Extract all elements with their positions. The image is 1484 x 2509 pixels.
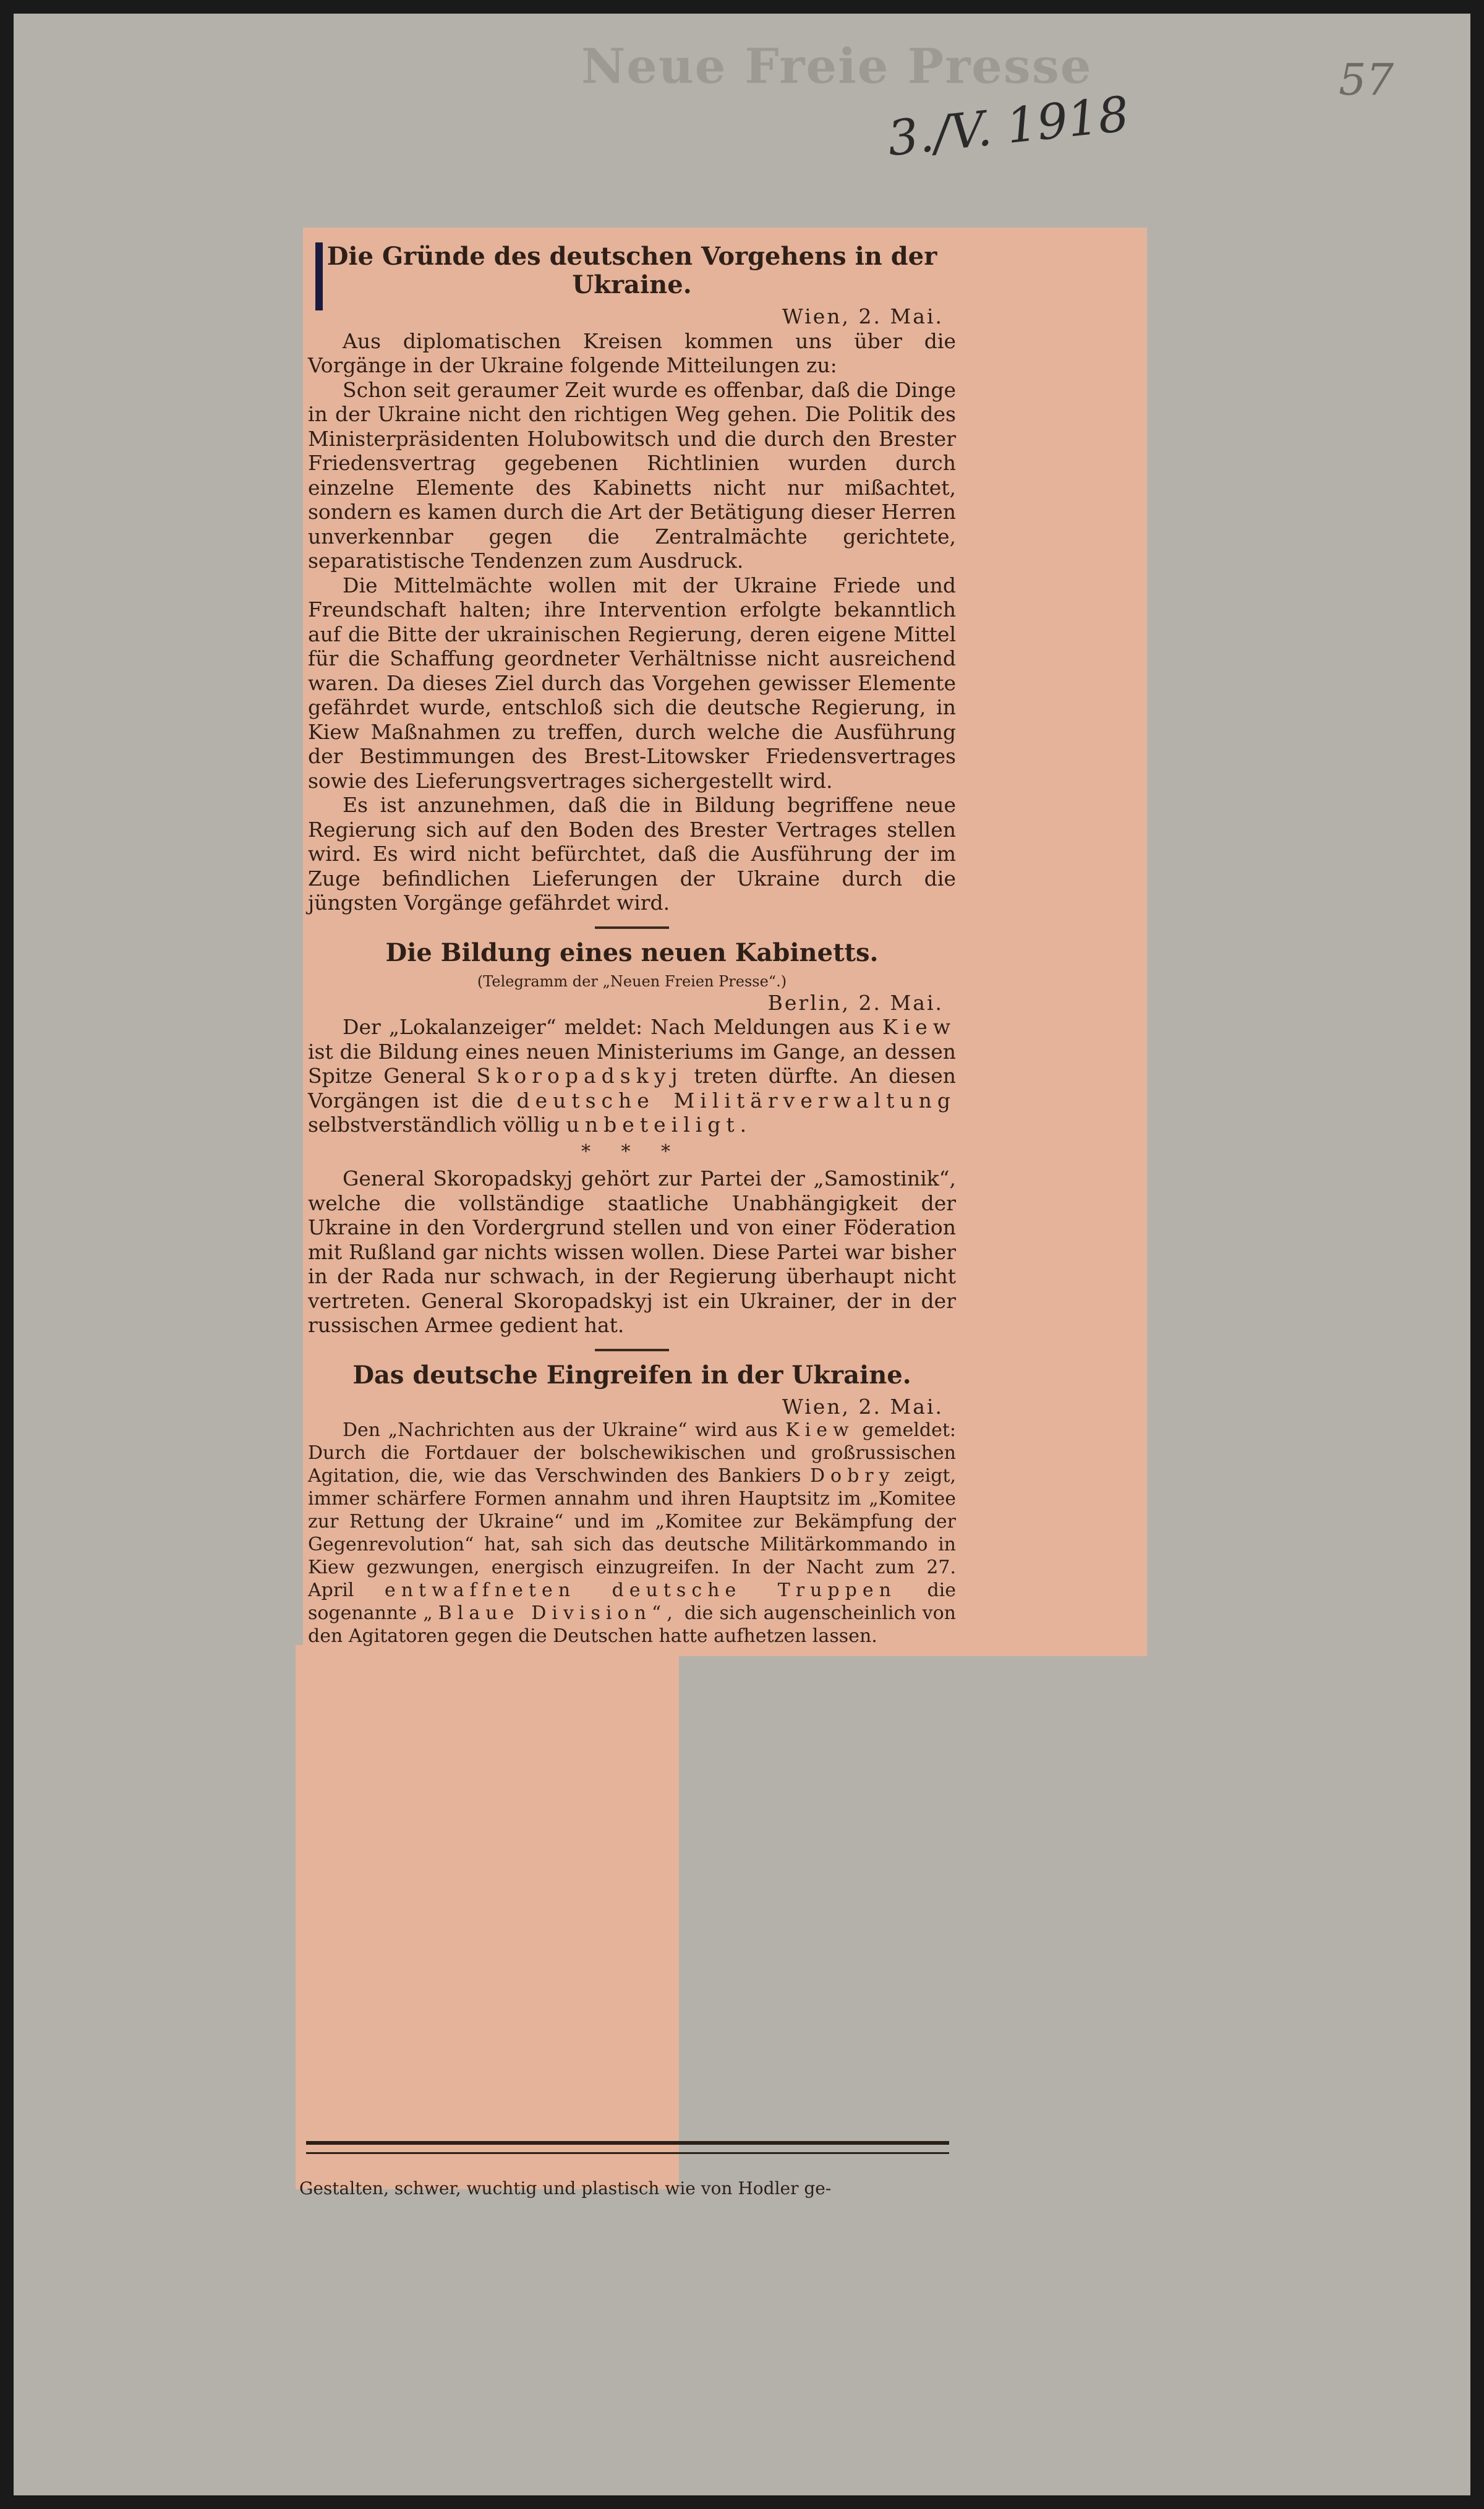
text-column	[308, 233, 956, 1648]
column-bottom-rule	[306, 2141, 949, 2145]
article2-dateline: Berlin, 2. Mai.	[767, 990, 944, 1015]
article2-subheadline: (Telegramm der „Neuen Freien Presse“.)	[477, 972, 787, 990]
article1-dateline: Wien, 2. Mai.	[782, 304, 944, 328]
article1-paragraph: Die Mittelmächte wollen mit der Ukraine Friede und Freundschaft halten; ihre Intervention erfolgte bekanntlich auf die Bitte der ukrainischen Regierung, deren eigene Mittel für die Schaffung geordneter Verhältnisse nicht ausreichend waren. Da dieses Ziel durch das Vorgehen gewisser Elemente gefährdet wurde, entschloß sich die deutsche Regierung, in Kiew Maßnahmen zu treffen, durch welche die Ausführung der Bestimmungen des Brest-Litowsker Friedensvertrages sowie des Lieferungsvertrages sichergestellt wird.	[308, 573, 956, 793]
article3-dateline: Wien, 2. Mai.	[782, 1394, 944, 1419]
text-run: ist die Bildung eines neuen Ministeriums im Gange, an dessen Spitze General	[308, 1039, 956, 1088]
text-run: zeigt, immer schärfere Formen annahm und ihren Hauptsitz im „Komitee zur Rettung der Ukraine“ und im „Komitee zur Bekämpfung der Gegenrevolution“ hat, sah sich das deutsche Militärkommando in Kiew gezwungen, energisch einzugreifen. In der Nacht zum 27. April	[308, 1465, 956, 1601]
article-divider	[595, 1349, 669, 1351]
article2-headline: Die Bildung eines neuen Kabinetts.	[385, 938, 879, 967]
article3-headline: Das deutsche Eingreifen in der Ukraine.	[352, 1360, 911, 1390]
text-run: treten dürfte. An diesen Vorgängen ist die	[308, 1064, 956, 1113]
spaced-text: entwaffneten deutsche Truppen	[384, 1579, 897, 1601]
column-bottom-rule-thin	[306, 2152, 949, 2154]
text-run: die sogenannte	[308, 1579, 956, 1624]
article2-paragraph: General Skoropadskyj gehört zur Partei der „Samostinik“, welche die vollständige staatliche Unabhängigkeit der Ukraine in den Vordergrund stellen und von einer Föderation mit Rußland gar nichts wissen wollen. Diese Partei war bisher in der Rada nur schwach, in der Regierung überhaupt nicht vertreten. General Skoropadskyj ist ein Ukrainer, der in der russischen Armee gedient hat.	[308, 1166, 956, 1337]
text-run: die sich augenscheinlich von den Agitatoren gegen die Deutschen hatte aufhetzen lassen.	[308, 1602, 956, 1647]
text-run: Der „Lokalanzeiger“ meldet: Nach Meldungen aus	[343, 1015, 874, 1039]
text-run: selbstverständlich völlig	[308, 1113, 560, 1137]
article1-headline: Die Gründe des deutschen Vorgehens in der Ukraine.	[326, 242, 937, 299]
article1-paragraph: Aus diplomatischen Kreisen kommen uns über die Vorgänge in der Ukraine folgende Mitteilungen zu:	[308, 328, 956, 377]
cut-off-line: Gestalten, schwer, wuchtig und plastisch wie von Hodler ge-	[299, 2178, 832, 2199]
spaced-text: „Blaue Division“,	[423, 1602, 678, 1624]
spaced-text: unbeteiligt.	[566, 1113, 753, 1137]
spaced-text: deutsche Militärverwaltung	[516, 1088, 956, 1113]
text-run: gemeldet: Durch die Fortdauer der bolschewikischen und großrussischen Agitation, die, wie das Verschwinden des Bankiers	[308, 1419, 957, 1487]
article1-paragraph: Es ist anzunehmen, daß die in Bildung begriffene neue Regierung sich auf den Boden des Brester Vertrages stellen wird. Es wird nicht befürchtet, daß die Ausführung der im Zuge befindlichen Lieferungen der Ukraine durch die jüngsten Vorgänge gefährdet wird.	[308, 793, 956, 915]
spaced-text: Skoropadskyj	[476, 1064, 683, 1088]
newspaper-clipping-lower	[296, 1645, 679, 2189]
handwritten-date: 3./V. 1918	[885, 86, 1132, 168]
article-divider	[595, 926, 669, 929]
section-stars: * * *	[581, 1140, 683, 1163]
page-number: 57	[1339, 54, 1394, 105]
article2-paragraph	[308, 1015, 956, 1137]
article1-paragraph: Schon seit geraumer Zeit wurde es offenbar, daß die Dinge in der Ukraine nicht den richtigen Weg gehen. Die Politik des Ministerpräsidenten Holubowitsch und die durch den Brester Friedensvertrag gegebenen Richtlinien wurden durch einzelne Elemente des Kabinetts nicht nur mißachtet, sondern es kamen durch die Art der Betätigung dieser Herren unverkennbar gegen die Zentralmächte gerichtete, separatistische Tendenzen zum Ausdruck.	[308, 377, 956, 573]
source-stamp: Neue Freie Presse	[581, 38, 1093, 95]
spaced-text: Kiew	[882, 1015, 956, 1039]
spaced-text: Dobry	[809, 1465, 895, 1487]
article3-paragraph	[308, 1419, 956, 1648]
spaced-text: Kiew	[785, 1419, 855, 1441]
text-run: Den „Nachrichten aus der Ukraine“ wird aus	[343, 1419, 778, 1441]
